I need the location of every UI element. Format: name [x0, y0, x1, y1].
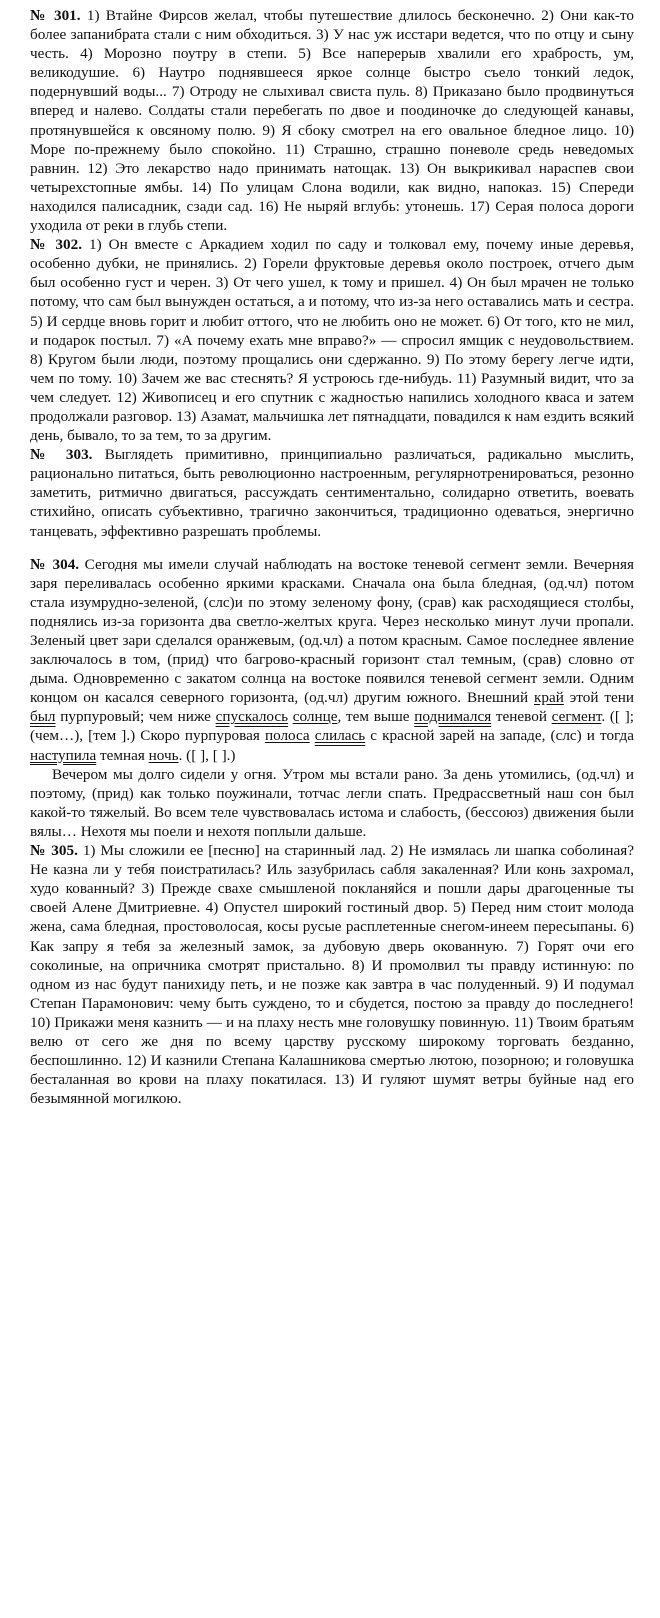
predicate-word: слилась [314, 727, 366, 745]
exercise-304-paragraph-2: Вечером мы долго сидели у огня. Утром мы встали рано. За день утомились, (од.чл) и поэтому, (прид) как только поужинали, тотчас легли спать. Предрассветный наш сон был какой-то тяжелый. Во всем теле чувствовалась истома и слабость, (бессоюз) движения были вялы… Нехотя мы поели и нехотя поплыли дальше. [30, 765, 634, 840]
predicate-word: поднимался [414, 708, 492, 726]
exercise-number: № 301. [30, 7, 81, 24]
section-gap [30, 541, 634, 555]
subject-word: солнце [292, 708, 338, 726]
subject-word: полоса [264, 727, 310, 745]
subject-word: ночь [148, 746, 179, 764]
exercise-number: № 304. [30, 555, 80, 573]
sentence-scheme: . ([ ]; (чем…), [тем ].) Скоро пурпуровая [30, 708, 634, 745]
exercise-text: пурпуровый; чем ниже [55, 708, 216, 726]
exercise-text: Сегодня мы имели случай наблюдать на востоке теневой сегмент земли. Вечерняя заря переливалась особенно яркими красками. Сначала она была бледная, (од.чл) потом стала изумрудно-зеленой, (слс)и по этому зеленому фону, (срав) как расходящиеся столбы, поднялись из-за горизонта два светло-желтых круга. Через несколько минут лучи пропали. Зеленый цвет зари сделался оранжевым, (од.чл) а потом красным. Самое последнее явление заключалось в том, (прид) что багрово-красный горизонт стал темным, (срав) словно от дыма. Одновременно с закатом солнца на востоке появился теневой сегмент земли. Одним концом он касался северного горизонта, (од.чл) другим южного. Внешний [30, 555, 634, 707]
exercise-text: 1) Мы сложили ее [песню] на старинный лад. 2) Не измялась ли шапка соболиная? Не казна ли у тебя поистратилась? Иль зазубрилась сабля закаленная? Или конь захромал, худо кованный? 3) Прежде свахе смышленой покланяйся и пошли дары драгоценные ты своей Алене Дмитриевне. 4) Опустел широкий гостиный двор. 5) Перед ним стоит молода жена, сама бледная, простоволосая, косы русые расплетенные снегом-инеем пересыпаны. 6) Как запру я тебя за железный замок, за дубовую дверь окованную. 7) Горят очи его соколиные, на опричника смотрят пристально. 8) И промолвил ты правду истинную: по одном из нас будут панихиду петь, и не позже как завтра в час полуденный. 9) И подумал Степан Парамонович: чему быть суждено, то и сбудется, постою за правду до последнего! 10) Прикажи меня казнить — и на плаху несть мне головушку повинную. 11) Твоим братьям велю от сего же дня по всему царству русскому широкому торговать безданно, беспошлинно. 12) И казнили Степана Калашникова смертью лютою, позорною; и головушка бесталанная во крови на плаху покатилася. 13) И гуляют шумят ветры буйные над его безымянной могилкою. [30, 842, 634, 1108]
exercise-text: 1) Втайне Фирсов желал, чтобы путешествие длилось бесконечно. 2) Они как-то более запанибрата стали с ним обходиться. 3) У нас уж исстари ведется, что по отцу и сыну честь. 4) Морозно поутру в степи. 5) Все наперерыв хвалили его храбрость, ум, великодушие. 6) Наутро поднявшееся яркое солнце быстро съело тонкий ледок, подернувший воды... 7) Отроду не слыхивал свиста пуль. 8) Приказано было продвинуться вперед и налево. Солдаты стали перебегать по двое и поодиночке до следующей канавы, протянувшейся к овсяному полю. 9) Я сбоку смотрел на его овальное бледное лицо. 10) Море по-прежнему было спокойно. 11) Страшно, страшно поневоле средь неведомых равнин. 12) Это лекарство надо принимать натощак. 13) Он выкрикивал нараспев свои четырехстопные ямбы. 14) По улицам Слона водили, как видно, напоказ. 15) Спереди находился палисадник, сзади сад. 16) Не ныряй вглубь: утонешь. 17) Серая полоса дороги уходила от реки в глубь степи. [30, 7, 634, 235]
exercise-304 [30, 555, 634, 765]
predicate-word: спускалось [215, 708, 289, 726]
exercise-text: 1) Он вместе с Аркадием ходил по саду и толковал ему, почему иные деревья, особенно дубки, не принялись. 2) Горели фруктовые деревья около построек, отчего дым был особенно густ и черен. 3) От чего ушел, к тому и пришел. 4) Он был мрачен не только потому, что сам был вынужден остаться, а и потому, что из-за него оставались мать и сестра. 5) И сердце вновь горит и любит оттого, что не любить оно не может. 6) От того, кто не мил, и подарок постыл. 7) «А почему ехать мне вправо?» — спросил ямщик с неудовольствием. 8) Кругом были люди, поэтому прощались они сдержанно. 9) По этому берегу легче идти, чем по тому. 10) Зачем же вас стеснять? Я устроюсь где-нибудь. 11) Разумный видит, что за чем следует. 12) Живописец и его спутник с жадностью напились холодного кваса и затем продолжали разговор. 13) Азамат, мальчишка лет пятнадцати, повадился к нам ездить всякий день, бывало, то за тем, то за другим. [30, 236, 635, 445]
exercise-text: , тем выше [337, 708, 415, 726]
exercise-text: теневой [491, 708, 552, 726]
predicate-word: наступила [30, 746, 97, 764]
exercise-301 [30, 6, 634, 235]
exercise-number: № 302. [30, 236, 82, 254]
sentence-scheme: . ([ ], [ ].) [178, 746, 236, 764]
exercise-302 [30, 235, 634, 445]
exercise-number: № 303. [30, 446, 93, 464]
exercise-text: темная [96, 746, 149, 764]
predicate-word: был [30, 708, 56, 726]
subject-word: край [534, 689, 564, 707]
exercise-305 [30, 841, 634, 1108]
exercise-number: № 305. [30, 842, 78, 860]
exercise-text: Выглядеть примитивно, принципиально различаться, радикально мыслить, рационально питаться, быть революционно настроенным, регулярнотренироваться, резонно заметить, ритмично двигаться, рассуждать сентиментально, солидарно ответить, воевать стихийно, описать субъективно, трагично закончиться, традиционно одеваться, энергично танцевать, эффективно разрешать проблемы. [30, 446, 634, 540]
exercise-303 [30, 445, 634, 540]
exercise-text: этой тени [563, 689, 634, 707]
exercise-text: с красной зарей на западе, (слс) и тогда [365, 727, 634, 745]
subject-word: сегмент [551, 708, 602, 726]
